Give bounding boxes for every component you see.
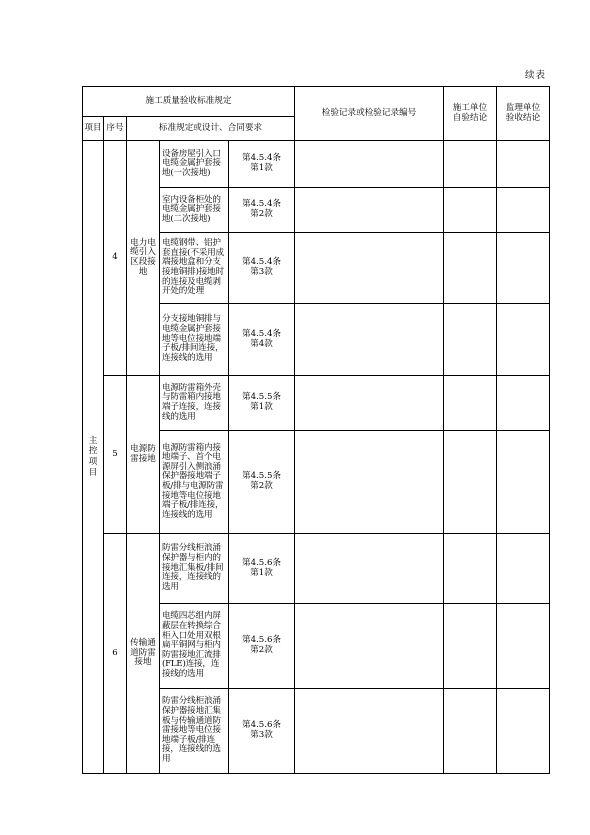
supervisor-conclusion-cell[interactable] bbox=[497, 431, 550, 534]
record-cell[interactable] bbox=[295, 233, 444, 304]
supervisor-conclusion-cell[interactable] bbox=[497, 233, 550, 304]
supervisor-conclusion-cell[interactable] bbox=[497, 604, 550, 689]
requirement-cell: 分支接地铜排与电缆金属护套接地等电位接地端子板/排间连接，连接线的选用 bbox=[160, 304, 229, 376]
record-cell[interactable] bbox=[295, 188, 444, 233]
contractor-conclusion-cell[interactable] bbox=[444, 188, 497, 233]
supervisor-conclusion-cell[interactable] bbox=[497, 689, 550, 774]
requirement-cell: 设备房屋引入口电缆金属护套接地(一次接地) bbox=[160, 141, 229, 188]
item-column-header: 项目 bbox=[83, 117, 104, 141]
requirement-cell: 电源防雷箱内接地端子、首个电源屏引入侧浪涌保护器接地端子板/排与电源防雷接地等电位接地端子板/排连接，连接线的选用 bbox=[160, 431, 229, 534]
supervisor-conclusion-cell[interactable] bbox=[497, 141, 550, 188]
table-row bbox=[83, 141, 550, 188]
record-cell[interactable] bbox=[295, 304, 444, 376]
contractor-conclusion-cell[interactable] bbox=[444, 431, 497, 534]
supervisor-conclusion-cell[interactable] bbox=[497, 376, 550, 431]
clause-cell: 第4.5.5条 第2款 bbox=[229, 431, 295, 534]
contractor-conclusion-header: 施工单位自验结论 bbox=[444, 87, 497, 141]
group-name-cell: 传输通道防雷接地 bbox=[127, 534, 160, 774]
continued-label: 续表 bbox=[524, 70, 546, 81]
clause-cell: 第4.5.4条 第2款 bbox=[229, 188, 295, 233]
record-cell[interactable] bbox=[295, 431, 444, 534]
supervisor-conclusion-cell[interactable] bbox=[497, 534, 550, 604]
supervisor-conclusion-header: 监理单位验收结论 bbox=[497, 87, 550, 141]
requirement-cell: 防雷分线柜浪涌保护器与柜内的接地汇集板/排间连接，连接线的选用 bbox=[160, 534, 229, 604]
seq-cell: 5 bbox=[104, 376, 127, 534]
standard-title: 施工质量验收标准规定 bbox=[83, 87, 295, 117]
clause-cell: 第4.5.4条 第1款 bbox=[229, 141, 295, 188]
clause-cell: 第4.5.6条 第1款 bbox=[229, 534, 295, 604]
table-row bbox=[83, 534, 550, 604]
requirement-cell: 电源防雷箱外壳与防雷箱内接地端子连接，连接线的选用 bbox=[160, 376, 229, 431]
record-cell[interactable] bbox=[295, 376, 444, 431]
contractor-conclusion-cell[interactable] bbox=[444, 689, 497, 774]
contractor-conclusion-cell[interactable] bbox=[444, 233, 497, 304]
clause-cell: 第4.5.5条 第1款 bbox=[229, 376, 295, 431]
contractor-conclusion-cell[interactable] bbox=[444, 534, 497, 604]
contractor-conclusion-cell[interactable] bbox=[444, 376, 497, 431]
clause-cell: 第4.5.4条 第4款 bbox=[229, 304, 295, 376]
supervisor-conclusion-cell[interactable] bbox=[497, 188, 550, 233]
clause-cell: 第4.5.6条 第3款 bbox=[229, 689, 295, 774]
requirement-cell: 防雷分线柜浪涌保护器接地汇集板与传输通道防雷接地等电位接地端子板/排连接，连接线的选用 bbox=[160, 689, 229, 774]
contractor-conclusion-cell[interactable] bbox=[444, 604, 497, 689]
acceptance-form-table bbox=[82, 86, 550, 774]
contractor-conclusion-cell[interactable] bbox=[444, 141, 497, 188]
requirement-cell: 室内设备柜处的电缆金属护套接地(二次接地) bbox=[160, 188, 229, 233]
record-column-header: 检验记录或检验记录编号 bbox=[295, 87, 444, 141]
supervisor-conclusion-cell[interactable] bbox=[497, 304, 550, 376]
group-name-cell: 电源防雷接地 bbox=[127, 376, 160, 534]
seq-cell: 6 bbox=[104, 534, 127, 774]
table-row bbox=[83, 376, 550, 431]
record-cell[interactable] bbox=[295, 604, 444, 689]
category-cell: 主控项目 bbox=[83, 141, 104, 774]
requirement-column-header: 标准规定或设计、合同要求 bbox=[127, 117, 295, 141]
clause-cell: 第4.5.6条 第2款 bbox=[229, 604, 295, 689]
record-cell[interactable] bbox=[295, 534, 444, 604]
record-cell[interactable] bbox=[295, 689, 444, 774]
seq-column-header: 序号 bbox=[104, 117, 127, 141]
requirement-cell: 电缆钢带、铝护套直接(不采用成端接地盒和分支接地铜排)接地时的连接及电缆剥开处的处理 bbox=[160, 233, 229, 304]
requirement-cell: 电缆四芯组内屏蔽层在转换综合柜入口处用双根扁平铜网与柜内防雷接地汇流排(FLE)连接，连接线的选用 bbox=[160, 604, 229, 689]
seq-cell: 4 bbox=[104, 141, 127, 376]
group-name-cell: 电力电缆引入区段接地 bbox=[127, 141, 160, 376]
clause-cell: 第4.5.4条 第3款 bbox=[229, 233, 295, 304]
record-cell[interactable] bbox=[295, 141, 444, 188]
contractor-conclusion-cell[interactable] bbox=[444, 304, 497, 376]
